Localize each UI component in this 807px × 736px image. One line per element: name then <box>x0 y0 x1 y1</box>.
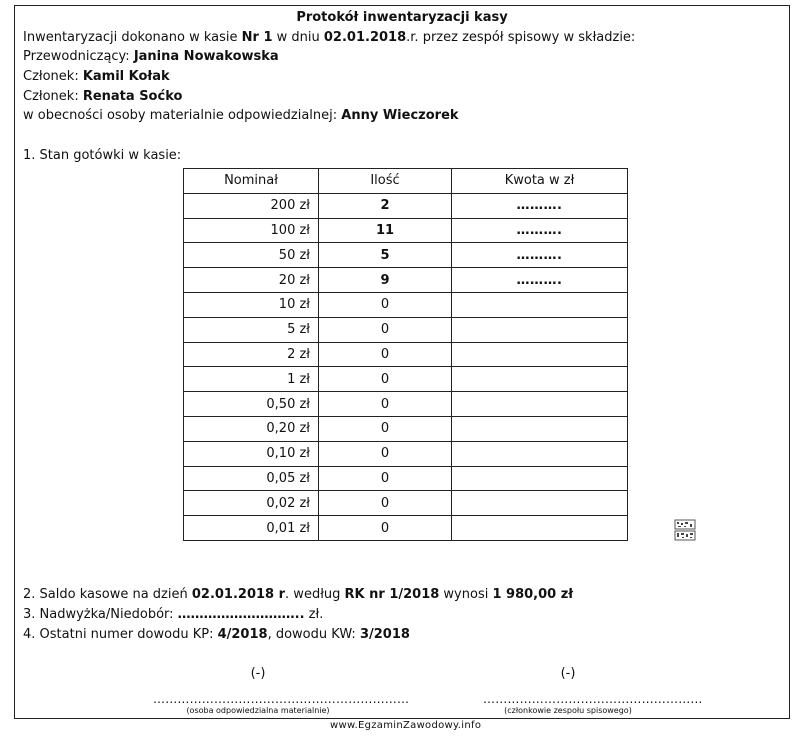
cell-amount <box>452 392 628 417</box>
cell-quantity: 5 <box>319 243 452 268</box>
intro-kasa: Nr 1 <box>241 30 273 45</box>
signature-left-caption: (osoba odpowiedzialna materialnie) <box>186 706 330 715</box>
table-row <box>184 193 628 218</box>
cell-quantity: 0 <box>319 392 452 417</box>
table-row <box>184 342 628 367</box>
ez-info-qr-icon <box>674 519 696 541</box>
signature-right-caption: (członkowie zespołu spisowego) <box>504 706 632 715</box>
signature-right <box>483 666 703 715</box>
section1-heading: 1. Stan gotówki w kasie: <box>23 148 182 163</box>
chairman-name: Janina Nowakowska <box>133 49 279 64</box>
section2-date: 02.01.2018 r <box>191 587 286 602</box>
member2-label: Członek: <box>23 89 83 104</box>
header-amount: Kwota w zł <box>452 169 628 194</box>
member1-line <box>23 69 170 84</box>
member2-line <box>23 89 182 104</box>
section4-text-2: , dowodu KW: <box>267 627 360 642</box>
table-row <box>184 392 628 417</box>
cell-nominal: 200 zł <box>184 193 319 218</box>
cell-amount <box>452 317 628 342</box>
section2-rk: RK nr 1/2018 <box>344 587 440 602</box>
member1-name: Kamil Kołak <box>82 69 170 84</box>
section3-line <box>23 607 323 622</box>
signature-right-line: ……………………………………………… <box>483 692 703 706</box>
cell-nominal: 0,02 zł <box>184 491 319 516</box>
intro-text-2: w dniu <box>272 30 324 45</box>
table-row <box>184 317 628 342</box>
cell-nominal: 0,20 zł <box>184 416 319 441</box>
intro-text-1: Inwentaryzacji dokonano w kasie <box>23 30 242 45</box>
cash-table <box>183 168 628 541</box>
section4-kp: 4/2018 <box>217 627 268 642</box>
presence-line <box>23 108 459 123</box>
cell-amount <box>452 416 628 441</box>
table-row <box>184 441 628 466</box>
table-row <box>184 243 628 268</box>
signature-left-line: ……………………………………………………… <box>153 692 410 706</box>
cell-amount <box>452 491 628 516</box>
cell-quantity: 0 <box>319 466 452 491</box>
signature-right-minus: (-) <box>560 666 576 681</box>
cell-quantity: 0 <box>319 317 452 342</box>
cell-quantity: 11 <box>319 218 452 243</box>
section3-text-2: zł. <box>304 607 324 622</box>
table-row <box>184 218 628 243</box>
cell-nominal: 5 zł <box>184 317 319 342</box>
table-row <box>184 268 628 293</box>
section2-text-2: . według <box>285 587 345 602</box>
cell-nominal: 1 zł <box>184 367 319 392</box>
protocol-frame <box>14 5 790 719</box>
cell-amount: ………. <box>452 193 628 218</box>
header-nominal: Nominał <box>184 169 319 194</box>
section2-text-1: 2. Saldo kasowe na dzień <box>23 587 192 602</box>
cell-quantity: 0 <box>319 441 452 466</box>
section4-kw: 3/2018 <box>359 627 410 642</box>
table-row <box>184 491 628 516</box>
signature-left <box>153 666 410 715</box>
table-header-row <box>184 169 628 194</box>
table-row <box>184 516 628 541</box>
table-row <box>184 292 628 317</box>
chairman-line <box>23 49 279 64</box>
cell-nominal: 20 zł <box>184 268 319 293</box>
document-title: Protokół inwentaryzacji kasy <box>296 10 508 25</box>
cell-nominal: 2 zł <box>184 342 319 367</box>
intro-date: 02.01.2018 <box>323 30 407 45</box>
signature-left-minus: (-) <box>250 666 266 681</box>
cell-amount <box>452 342 628 367</box>
cell-amount: ………. <box>452 218 628 243</box>
cell-quantity: 0 <box>319 342 452 367</box>
cell-quantity: 0 <box>319 491 452 516</box>
table-row <box>184 367 628 392</box>
presence-label: w obecności osoby materialnie odpowiedzialnej: <box>23 108 342 123</box>
cell-quantity: 0 <box>319 367 452 392</box>
cell-quantity: 0 <box>319 416 452 441</box>
cell-nominal: 100 zł <box>184 218 319 243</box>
cell-nominal: 10 zł <box>184 292 319 317</box>
presence-name: Anny Wieczorek <box>341 108 459 123</box>
section3-text-1: 3. Nadwyżka/Niedobór: <box>23 607 178 622</box>
cell-amount <box>452 466 628 491</box>
cell-quantity: 0 <box>319 292 452 317</box>
footer-url: www.EgzaminZawodowy.info <box>330 720 482 731</box>
member2-name: Renata Soćko <box>82 89 183 104</box>
cell-amount <box>452 516 628 541</box>
cell-quantity: 0 <box>319 516 452 541</box>
cell-nominal: 0,05 zł <box>184 466 319 491</box>
section4-text-1: 4. Ostatni numer dowodu KP: <box>23 627 218 642</box>
table-row <box>184 416 628 441</box>
cell-nominal: 0,01 zł <box>184 516 319 541</box>
section3-dots: ……………………….. <box>177 607 305 622</box>
cell-nominal: 50 zł <box>184 243 319 268</box>
cell-amount: ………. <box>452 243 628 268</box>
cell-quantity: 2 <box>319 193 452 218</box>
cell-amount: ………. <box>452 268 628 293</box>
chairman-label: Przewodniczący: <box>23 49 134 64</box>
table-row <box>184 466 628 491</box>
intro-text-3: .r. przez zespół spisowy w składzie: <box>406 30 636 45</box>
cell-amount <box>452 367 628 392</box>
section4-line <box>23 627 410 642</box>
member1-label: Członek: <box>23 69 83 84</box>
cell-amount <box>452 292 628 317</box>
header-quantity: Ilość <box>319 169 452 194</box>
cell-amount <box>452 441 628 466</box>
cell-nominal: 0,10 zł <box>184 441 319 466</box>
cell-quantity: 9 <box>319 268 452 293</box>
section2-line <box>23 587 573 602</box>
section2-text-3: wynosi <box>439 587 493 602</box>
section2-amount: 1 980,00 zł <box>492 587 574 602</box>
intro-line <box>23 30 635 45</box>
cell-nominal: 0,50 zł <box>184 392 319 417</box>
